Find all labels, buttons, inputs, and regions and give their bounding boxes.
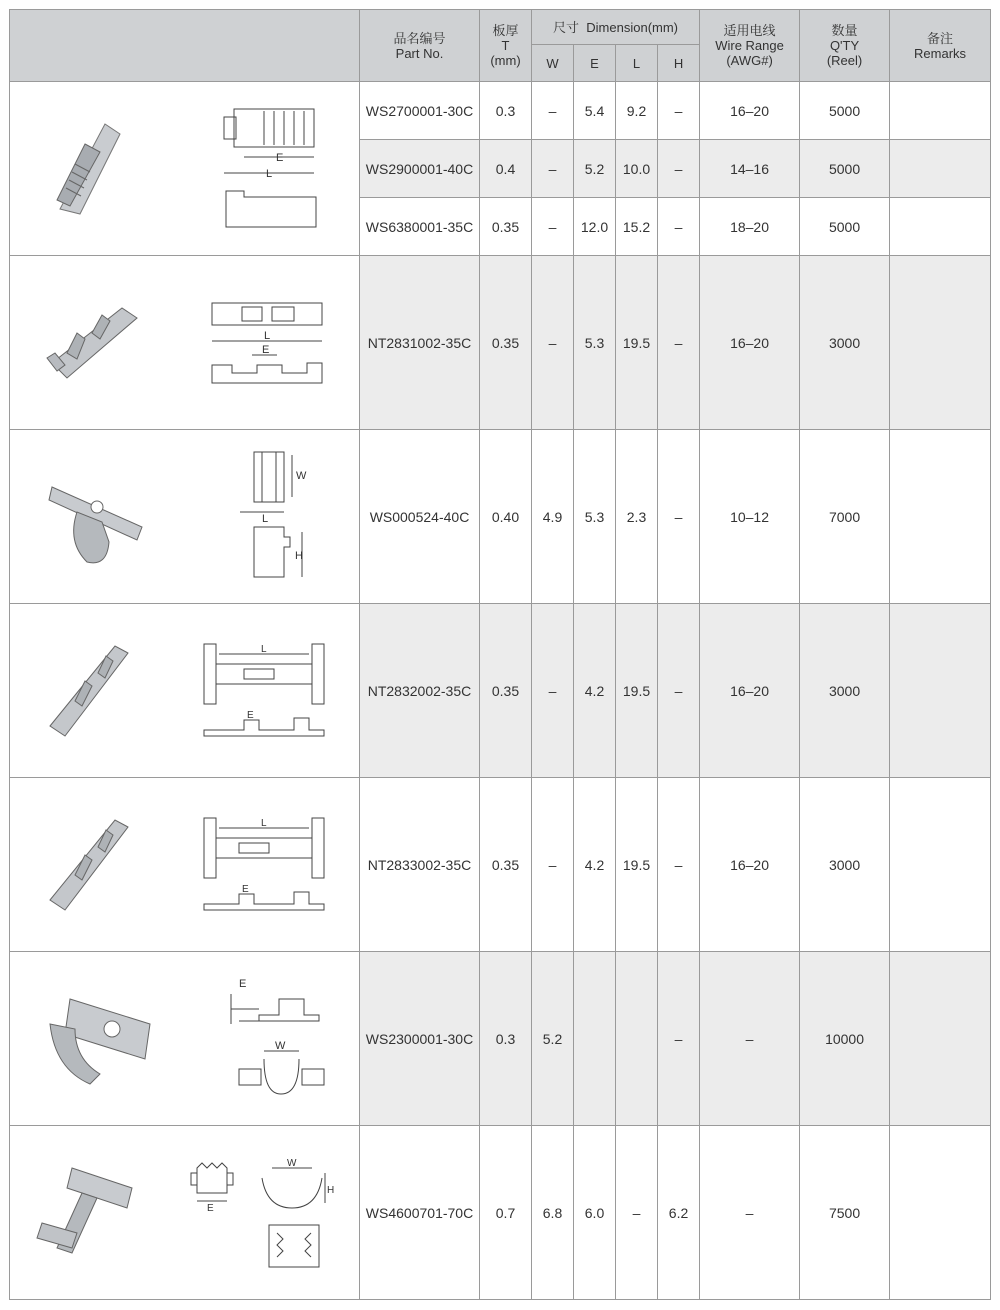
svg-text:E: E [261, 343, 270, 356]
terminal-drawing [232, 447, 322, 587]
dim-e: 6.0 [574, 1126, 616, 1300]
svg-text:W: W [275, 1039, 286, 1052]
terminal-drawing [204, 99, 324, 239]
table-row [10, 82, 991, 140]
qty: 5000 [800, 82, 890, 140]
dim-h: 6.2 [658, 1126, 700, 1300]
image-header [10, 10, 360, 82]
dim-l: 15.2 [616, 198, 658, 256]
dim-l: 19.5 [616, 778, 658, 952]
dim-e: 5.3 [574, 256, 616, 430]
qty: 7000 [800, 430, 890, 604]
remarks [890, 604, 991, 778]
qty: 7500 [800, 1126, 890, 1300]
dimension-header: 尺寸 Dimension(mm) [532, 10, 700, 45]
table-row [10, 430, 991, 604]
part-no: WS6380001-35C [360, 198, 480, 256]
part-no: WS2900001-40C [360, 140, 480, 198]
remarks [890, 1126, 991, 1300]
dim-e: 5.4 [574, 82, 616, 140]
thickness: 0.40 [480, 430, 532, 604]
product-image-cell [10, 82, 360, 256]
remarks [890, 198, 991, 256]
wire-range: 16–20 [700, 604, 800, 778]
dim-w: 4.9 [532, 430, 574, 604]
dim-h: – [658, 140, 700, 198]
wire-range: – [700, 1126, 800, 1300]
table-row [10, 256, 991, 430]
remarks [890, 430, 991, 604]
svg-text:E: E [206, 1202, 214, 1214]
part-no-header: 品名编号 Part No. [360, 10, 480, 82]
thickness: 0.35 [480, 256, 532, 430]
svg-text:E: E [242, 883, 249, 895]
dim-e: 5.3 [574, 430, 616, 604]
dim-e [574, 952, 616, 1126]
dim-h: – [658, 82, 700, 140]
dim-w: – [532, 140, 574, 198]
thickness: 0.3 [480, 82, 532, 140]
table-row [10, 604, 991, 778]
dim-l: 2.3 [616, 430, 658, 604]
qty: 10000 [800, 952, 890, 1126]
remarks [890, 82, 991, 140]
wire-range: 18–20 [700, 198, 800, 256]
wire-range: 16–20 [700, 778, 800, 952]
dim-w: – [532, 82, 574, 140]
qty: 3000 [800, 256, 890, 430]
svg-text:W: W [295, 469, 307, 482]
product-image-cell [10, 430, 360, 604]
product-image-cell [10, 256, 360, 430]
dim-w: – [532, 198, 574, 256]
svg-text:E: E [239, 977, 247, 990]
svg-text:L: L [261, 817, 267, 829]
header-row [10, 10, 991, 45]
table-row [10, 778, 991, 952]
dim-l: 19.5 [616, 256, 658, 430]
dim-l: 10.0 [616, 140, 658, 198]
dim-l: 19.5 [616, 604, 658, 778]
remarks [890, 952, 991, 1126]
dim-e-header: E [574, 45, 616, 82]
thickness: 0.4 [480, 140, 532, 198]
part-no: NT2832002-35C [360, 604, 480, 778]
thickness: 0.3 [480, 952, 532, 1126]
product-image-cell [10, 778, 360, 952]
terminal-drawing [219, 969, 329, 1109]
qty: 5000 [800, 198, 890, 256]
dim-e: 5.2 [574, 140, 616, 198]
part-no: WS000524-40C [360, 430, 480, 604]
dim-w-header: W [532, 45, 574, 82]
remarks [890, 256, 991, 430]
product-image-cell [10, 952, 360, 1126]
svg-text:L: L [261, 512, 268, 525]
dim-h: – [658, 952, 700, 1126]
wire-range: 10–12 [700, 430, 800, 604]
thickness: 0.35 [480, 604, 532, 778]
remarks [890, 778, 991, 952]
remarks [890, 140, 991, 198]
dim-e: 4.2 [574, 778, 616, 952]
dim-w: – [532, 778, 574, 952]
wire-range-header: 适用电线 Wire Range (AWG#) [700, 10, 800, 82]
part-no: WS2300001-30C [360, 952, 480, 1126]
wire-range: – [700, 952, 800, 1126]
dim-h: – [658, 430, 700, 604]
part-no: WS4600701-70C [360, 1126, 480, 1300]
terminal-photo [40, 631, 140, 751]
dim-l [616, 952, 658, 1126]
dim-h: – [658, 604, 700, 778]
remarks-header: 备注 Remarks [890, 10, 991, 82]
dim-l: – [616, 1126, 658, 1300]
part-no: NT2833002-35C [360, 778, 480, 952]
spec-table [9, 9, 991, 1300]
thickness: 0.35 [480, 778, 532, 952]
thickness: 0.35 [480, 198, 532, 256]
thickness: 0.7 [480, 1126, 532, 1300]
dim-e: 4.2 [574, 604, 616, 778]
part-no: NT2831002-35C [360, 256, 480, 430]
svg-text:L: L [261, 643, 267, 655]
dim-h-header: H [658, 45, 700, 82]
qty-header: 数量 Q'TY (Reel) [800, 10, 890, 82]
terminal-drawing [199, 810, 329, 920]
product-image-cell [10, 604, 360, 778]
terminal-drawing [187, 1153, 337, 1273]
qty: 3000 [800, 778, 890, 952]
terminal-photo [40, 984, 160, 1094]
dim-h: – [658, 778, 700, 952]
dim-e: 12.0 [574, 198, 616, 256]
svg-text:E: E [247, 709, 254, 721]
terminal-drawing [202, 293, 332, 393]
thickness-header: 板厚 T (mm) [480, 10, 532, 82]
terminal-photo [37, 293, 147, 393]
wire-range: 14–16 [700, 140, 800, 198]
svg-text:H: H [326, 1184, 334, 1196]
dim-w: – [532, 604, 574, 778]
terminal-photo [47, 462, 157, 572]
part-no: WS2700001-30C [360, 82, 480, 140]
svg-text:L: L [263, 329, 270, 342]
terminal-photo [32, 1158, 142, 1268]
svg-text:W: W [286, 1157, 297, 1169]
svg-text:H: H [294, 549, 303, 562]
dim-l: 9.2 [616, 82, 658, 140]
wire-range: 16–20 [700, 82, 800, 140]
product-image-cell [10, 1126, 360, 1300]
qty: 5000 [800, 140, 890, 198]
dim-h: – [658, 198, 700, 256]
dim-w: – [532, 256, 574, 430]
dim-h: – [658, 256, 700, 430]
qty: 3000 [800, 604, 890, 778]
dim-w: 6.8 [532, 1126, 574, 1300]
table-row [10, 952, 991, 1126]
dim-l-header: L [616, 45, 658, 82]
terminal-photo [45, 114, 135, 224]
terminal-photo [40, 805, 140, 925]
wire-range: 16–20 [700, 256, 800, 430]
table-row [10, 1126, 991, 1300]
svg-text:L: L [266, 167, 273, 180]
terminal-drawing [199, 636, 329, 746]
dim-w: 5.2 [532, 952, 574, 1126]
svg-text:E: E [276, 151, 284, 164]
